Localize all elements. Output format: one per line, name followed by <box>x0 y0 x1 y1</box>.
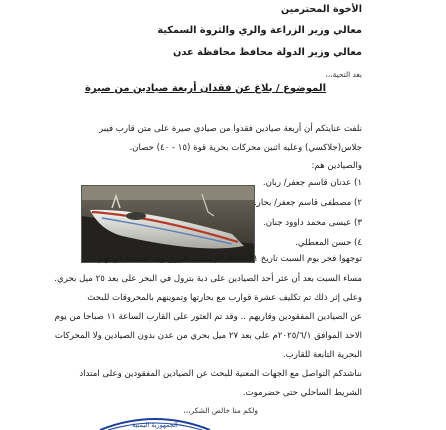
addressee-line-2: معالي وزير الدولة محافظ محافظة عدن <box>173 47 362 58</box>
body-line-5: الاحد الموافق ٢٠٢٥/٦/١م على بعد ٢٧ ميل بحري من عدن بدون الصيادين ولا المحركات <box>54 331 362 341</box>
body-line-6: البحرية التابعة للقارب. <box>282 350 362 360</box>
body-line-8: الشريط الساحلي حتى حضرموت. <box>242 388 362 398</box>
greeting: بعد التحية،،، <box>325 70 362 79</box>
body-line-2: مساء السبت بعد أن عثر أحد الصيادين على دبة بترول في البحر على بعد ٢٥ ميل بحري. <box>54 274 362 284</box>
fisherman-item: ٤) حسن المعطلي. <box>295 238 362 248</box>
fisherman-item: ١) عدنان قاسم جعفر/ ربان. <box>262 178 362 188</box>
fisherman-item: ٢) مصطفى قاسم جعفر/ بحار. <box>253 198 362 208</box>
closing-line: ولكم منا خالص الشكر،،، <box>183 406 258 415</box>
body-line-7: نناشدكم التواصل مع الجهات المعنية للبحث عن الصيادين المفقودين وعلى امتداد <box>79 369 362 379</box>
body-line-4: عن الصيادين المفقودين وقاربهم .. وقد تم العثور على القارب الساعة ١١ صباحا من يوم <box>54 312 362 322</box>
body-line-3: وعلى إثر ذلك تم تكليف عشرة قوارب مع بحارتها وتموينهم بالمحروقات للبحث <box>87 293 362 303</box>
intro-line-2: جلاس(جلاكسي) وعليه اثنين محركات بحرية قوة (١٥ - ٤٠) حصان. <box>129 143 362 153</box>
fisherman-item: ٣) عيسى محمد داوود جنان. <box>263 218 362 228</box>
intro-line-1: نلفت عنايتكم أن أربعة صيادين فقدوا من صيادي صيرة على متن قارب فيبر <box>99 124 362 134</box>
addressee-line-1: معالي وزير الزراعة والري والثروة السمكية <box>157 25 362 36</box>
body-line-1: توجهوا فجر يوم السبت تاريخ ٢٠٢٥/٥/٣١م لطلب الرزق وقد افتقدنا عودتهم <box>98 254 362 264</box>
salutation: الأخوة المحترمين <box>281 4 362 15</box>
boat-photo <box>81 185 255 263</box>
svg-text:الجمهورية اليمنية: الجمهورية اليمنية <box>132 421 178 429</box>
official-stamp <box>96 414 214 430</box>
intro-line-3: والصيادين هم: <box>311 161 362 171</box>
subject-line: الموضوع / بلاغ عن فقدان أربعة صيادين من صيرة <box>84 83 326 94</box>
